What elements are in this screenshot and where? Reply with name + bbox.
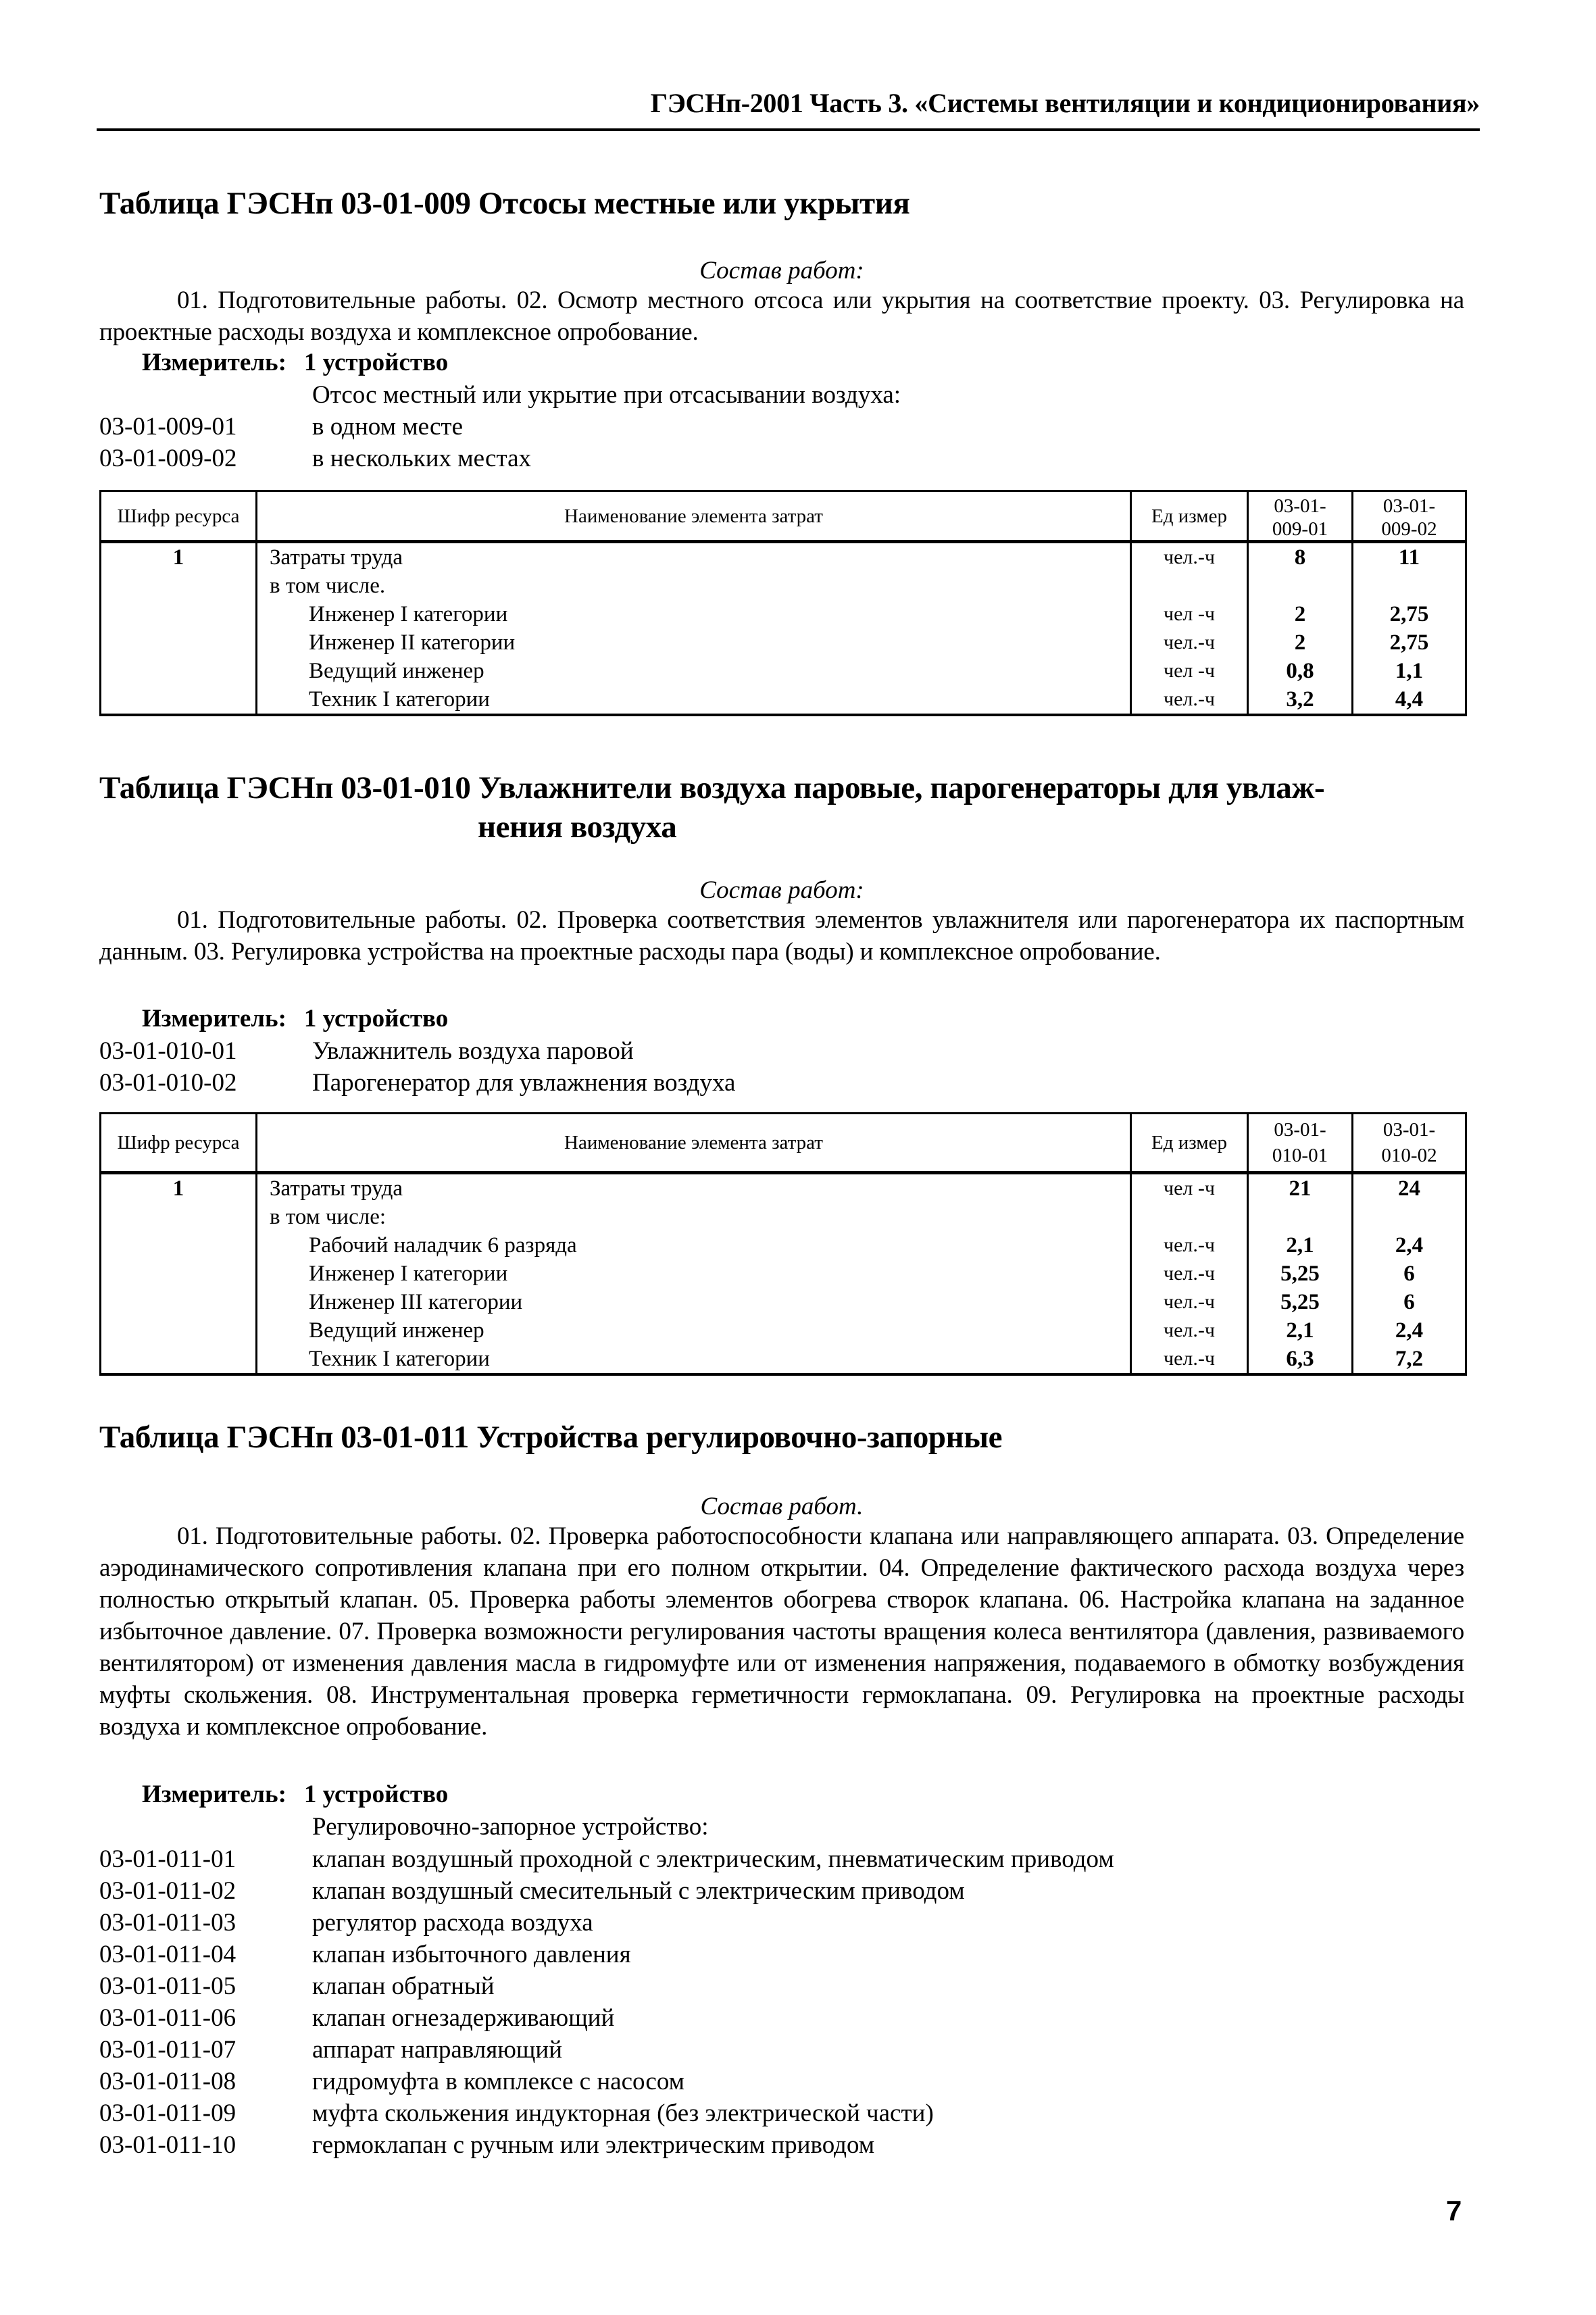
col-header-norm-1 bbox=[1248, 1114, 1353, 1173]
item-text: аппарат направляющий bbox=[312, 2036, 562, 2064]
header-line: 03-01- bbox=[1382, 1119, 1436, 1141]
norm-value: 5,25 bbox=[1280, 1262, 1320, 1286]
norm-value bbox=[1254, 572, 1346, 600]
header-line: 03-01- bbox=[1274, 495, 1326, 517]
item-code: 03-01-011-04 bbox=[99, 1941, 236, 1968]
section-title-03-01-010 bbox=[99, 768, 1464, 847]
col-header-unit: Ед измер bbox=[1131, 491, 1248, 542]
meter bbox=[142, 1779, 448, 1810]
meter-label: Измеритель: bbox=[142, 1781, 286, 1808]
norm-value: 24 bbox=[1398, 1176, 1420, 1201]
item-row bbox=[99, 1067, 1464, 1099]
table-row bbox=[101, 542, 1466, 716]
cost-element-cell bbox=[257, 542, 1131, 716]
cost-element: Инженер III категории bbox=[309, 1290, 523, 1314]
norm-2-cell bbox=[1353, 542, 1466, 716]
col-header-norm-2 bbox=[1353, 491, 1466, 542]
section-title-03-01-011: Таблица ГЭСНп 03-01-011 Устройства регулировочно-запорные bbox=[99, 1420, 1003, 1455]
table-header-row bbox=[101, 491, 1466, 542]
norm-value: 4,4 bbox=[1395, 687, 1424, 712]
item-row bbox=[99, 1875, 1464, 1907]
item-row bbox=[99, 1907, 1464, 1939]
unit: чел.-ч bbox=[1164, 1347, 1215, 1370]
meter-label: Измеритель: bbox=[142, 1005, 286, 1032]
table-row bbox=[101, 1173, 1466, 1375]
norm-value: 6 bbox=[1403, 1290, 1415, 1314]
item-code: 03-01-011-10 bbox=[99, 2131, 236, 2159]
meter bbox=[142, 347, 448, 378]
resource-code-cell bbox=[101, 1173, 257, 1375]
item-code: 03-01-011-08 bbox=[99, 2068, 236, 2095]
item-row bbox=[99, 1035, 1464, 1067]
cost-element-cell bbox=[257, 1173, 1131, 1375]
item-text: клапан воздушный проходной с электрическим, пневматическим приводом bbox=[312, 1845, 1114, 1873]
composition-label: Состав работ: bbox=[699, 257, 864, 284]
item-row bbox=[99, 2034, 1464, 2066]
unit: чел.-ч bbox=[1164, 1262, 1215, 1285]
item-text: Увлажнитель воздуха паровой bbox=[312, 1037, 634, 1065]
unit bbox=[1137, 572, 1241, 600]
composition-text: 01. Подготовительные работы. 02. Проверка работоспособности клапана или направляющего аппарата. 03. Определение аэродинамического сопротивления клапана при его полном открытии. 04. Определение фактического расхода воздуха через полностью открытый клапан. 05. Проверка работы элементов обогрева створок клапана. 06. Настройка клапана на заданное избыточное давление. 07. Проверка возможности регулирования частоты вращения колеса вентилятора (давления, развиваемого вентилятором) от изменения давления масла в гидромуфте или от изменения напряжения, подаваемого в обмотку возбуждения муфты скольжения. 08. Инструментальная проверка герметичности гермоклапана. 09. Регулировка на проектные расходы воздуха и комплексное опробование. bbox=[99, 1522, 1464, 1741]
norm-value: 11 bbox=[1398, 545, 1420, 570]
item-row bbox=[99, 2066, 1464, 2097]
header-line: 010-01 bbox=[1272, 1145, 1328, 1166]
norm-value: 8 bbox=[1294, 545, 1306, 570]
norm-1-cell bbox=[1248, 1173, 1353, 1375]
norm-value: 2,75 bbox=[1389, 602, 1429, 626]
item-text: в нескольких местах bbox=[312, 445, 531, 472]
header-rule bbox=[97, 128, 1480, 131]
page-number: 7 bbox=[1446, 2195, 1462, 2226]
composition-text: 01. Подготовительные работы. 02. Осмотр местного отсоса или укрытия на соответствие проекту. 03. Регулировка на проектные расходы воздуха и комплексное опробование. bbox=[99, 287, 1464, 346]
unit: чел.-ч bbox=[1164, 1319, 1215, 1341]
norm-2-cell bbox=[1353, 1173, 1466, 1375]
unit-cell bbox=[1131, 542, 1248, 716]
item-text: в одном месте bbox=[312, 413, 464, 441]
unit: чел -ч bbox=[1164, 1177, 1215, 1199]
norm-value: 3,2 bbox=[1286, 687, 1314, 712]
norm-value: 5,25 bbox=[1280, 1290, 1320, 1314]
unit-cell bbox=[1131, 1173, 1248, 1375]
cost-element: Ведущий инженер bbox=[309, 659, 484, 683]
item-code: 03-01-009-02 bbox=[99, 445, 237, 472]
table-header-row bbox=[101, 1114, 1466, 1173]
item-code: 03-01-010-02 bbox=[99, 1069, 237, 1097]
norm-1-cell bbox=[1248, 542, 1353, 716]
cost-element: Инженер II категории bbox=[309, 630, 516, 655]
meter-value: 1 устройство bbox=[303, 1005, 449, 1032]
resource-code-cell bbox=[101, 542, 257, 716]
composition-text: 01. Подготовительные работы. 02. Проверка соответствия элементов увлажнителя или парогенератора их паспортным данным. 03. Регулировка устройства на проектные расходы пара (воды) и комплексное опробование. bbox=[99, 906, 1464, 966]
composition-label: Состав работ. bbox=[700, 1493, 864, 1520]
norm-value: 0,8 bbox=[1286, 659, 1314, 683]
unit: чел.-ч bbox=[1164, 688, 1215, 710]
norm-value: 2 bbox=[1294, 602, 1306, 626]
header-line: 009-01 bbox=[1272, 518, 1328, 540]
running-head: ГЭСНп-2001 Часть 3. «Системы вентиляции и кондиционирования» bbox=[650, 88, 1480, 118]
item-code: 03-01-011-06 bbox=[99, 2004, 236, 2032]
item-text: гидромуфта в комплексе с насосом bbox=[312, 2068, 685, 2095]
item-code: 03-01-011-05 bbox=[99, 1972, 236, 2000]
item-code: 03-01-010-01 bbox=[99, 1037, 237, 1065]
item-text: муфта скольжения индукторная (без электрической части) bbox=[312, 2099, 934, 2127]
resource-code: 1 bbox=[172, 1176, 184, 1201]
norm-value: 2,75 bbox=[1389, 630, 1429, 655]
meter-value: 1 устройство bbox=[303, 1781, 449, 1808]
col-header-norm-1 bbox=[1248, 491, 1353, 542]
norm-value: 1,1 bbox=[1395, 659, 1424, 683]
norm-value: 2,1 bbox=[1286, 1233, 1314, 1258]
col-header-cost-element: Наименование элемента затрат bbox=[257, 491, 1131, 542]
item-code: 03-01-011-01 bbox=[99, 1845, 236, 1873]
header-line: 009-02 bbox=[1381, 518, 1437, 540]
cost-element: в том числе: bbox=[270, 1205, 386, 1229]
cost-table-03-01-009 bbox=[99, 490, 1467, 716]
unit: чел.-ч bbox=[1164, 631, 1215, 653]
item-text: клапан воздушный смесительный с электрическим приводом bbox=[312, 1877, 965, 1905]
item-code: 03-01-011-07 bbox=[99, 2036, 236, 2064]
item-text: клапан обратный bbox=[312, 1972, 495, 2000]
item-subheading: Регулировочно-запорное устройство: bbox=[312, 1813, 709, 1841]
item-row bbox=[99, 411, 1464, 443]
meter bbox=[142, 1003, 448, 1035]
norm-value: 2 bbox=[1294, 630, 1306, 655]
resource-code: 1 bbox=[172, 545, 184, 570]
composition-label: Состав работ: bbox=[699, 876, 864, 904]
col-header-cost-element: Наименование элемента затрат bbox=[257, 1114, 1131, 1173]
cost-table-03-01-010 bbox=[99, 1112, 1467, 1376]
norm-value: 2,4 bbox=[1395, 1233, 1424, 1258]
col-header-norm-2 bbox=[1353, 1114, 1466, 1173]
header-line: 010-02 bbox=[1381, 1145, 1437, 1166]
unit bbox=[1137, 1203, 1241, 1231]
cost-element: Инженер I категории bbox=[309, 602, 508, 626]
col-header-unit: Ед измер bbox=[1131, 1114, 1248, 1173]
unit: чел.-ч bbox=[1164, 1291, 1215, 1313]
norm-value: 6,3 bbox=[1286, 1347, 1314, 1371]
section-title-03-01-009: Таблица ГЭСНп 03-01-009 Отсосы местные или укрытия bbox=[99, 186, 910, 221]
item-row bbox=[99, 443, 1464, 474]
unit: чел -ч bbox=[1164, 659, 1215, 682]
norm-value: 2,1 bbox=[1286, 1318, 1314, 1343]
item-code: 03-01-011-09 bbox=[99, 2099, 236, 2127]
cost-element: Техник I категории bbox=[309, 1347, 490, 1371]
norm-value: 6 bbox=[1403, 1262, 1415, 1286]
unit: чел -ч bbox=[1164, 603, 1215, 625]
cost-element: в том числе. bbox=[270, 574, 386, 598]
item-text: гермоклапан с ручным или электрическим приводом bbox=[312, 2131, 875, 2159]
item-row bbox=[99, 2002, 1464, 2034]
cost-element: Затраты труда bbox=[270, 1176, 403, 1201]
cost-element: Техник I категории bbox=[309, 687, 490, 712]
norm-value: 7,2 bbox=[1395, 1347, 1424, 1371]
item-row bbox=[99, 1970, 1464, 2002]
cost-element: Инженер I категории bbox=[309, 1262, 508, 1286]
norm-value bbox=[1254, 1203, 1346, 1231]
item-text: Парогенератор для увлажнения воздуха bbox=[312, 1069, 736, 1097]
norm-value: 2,4 bbox=[1395, 1318, 1424, 1343]
meter-value: 1 устройство bbox=[303, 349, 449, 376]
item-code: 03-01-011-02 bbox=[99, 1877, 236, 1905]
col-header-resource-code: Шифр ресурса bbox=[101, 491, 257, 542]
item-text: регулятор расхода воздуха bbox=[312, 1909, 593, 1937]
item-code: 03-01-011-03 bbox=[99, 1909, 236, 1937]
col-header-resource-code: Шифр ресурса bbox=[101, 1114, 257, 1173]
norm-value bbox=[1359, 1203, 1460, 1231]
norm-value: 21 bbox=[1289, 1176, 1312, 1201]
meter-label: Измеритель: bbox=[142, 349, 286, 376]
section-title-line: нения воздуха bbox=[478, 810, 677, 845]
cost-element: Затраты труда bbox=[270, 545, 403, 570]
item-code: 03-01-009-01 bbox=[99, 413, 237, 441]
cost-element: Рабочий наладчик 6 разряда bbox=[309, 1233, 577, 1258]
item-row bbox=[99, 1939, 1464, 1970]
unit: чел.-ч bbox=[1164, 546, 1215, 568]
header-line: 03-01- bbox=[1274, 1119, 1326, 1141]
header-line: 03-01- bbox=[1382, 495, 1436, 517]
cost-element: Ведущий инженер bbox=[309, 1318, 484, 1343]
item-subheading: Отсос местный или укрытие при отсасывании воздуха: bbox=[312, 381, 901, 409]
norm-value bbox=[1359, 572, 1460, 600]
section-title-line: Таблица ГЭСНп 03-01-010 Увлажнители воздуха паровые, парогенераторы для увлаж- bbox=[99, 770, 1325, 805]
item-row bbox=[99, 1843, 1464, 1875]
item-row bbox=[99, 2129, 1464, 2161]
item-text: клапан избыточного давления bbox=[312, 1941, 631, 1968]
item-text: клапан огнезадерживающий bbox=[312, 2004, 615, 2032]
unit: чел.-ч bbox=[1164, 1234, 1215, 1256]
item-row bbox=[99, 2097, 1464, 2129]
